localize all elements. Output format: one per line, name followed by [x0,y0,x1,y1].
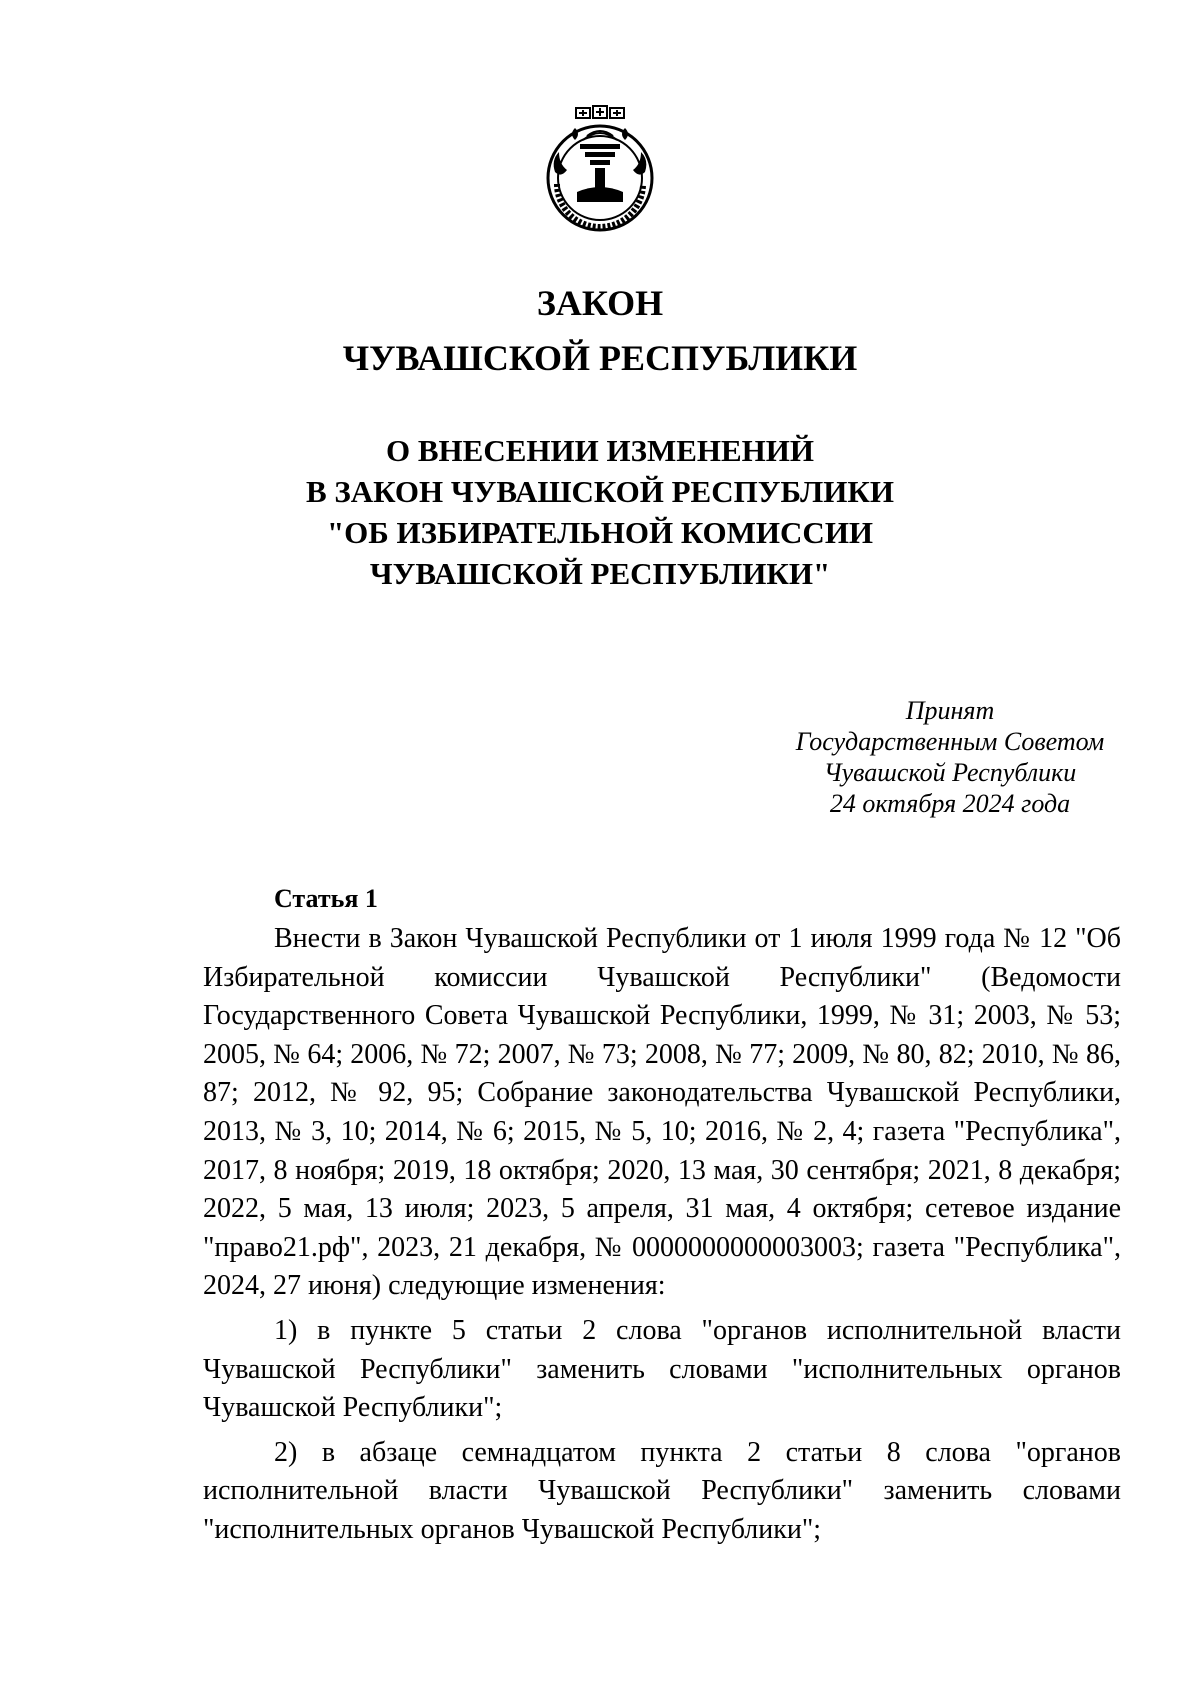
law-title-line-2: ЧУВАШСКОЙ РЕСПУБЛИКИ [342,338,858,378]
adoption-note-line-1: Принят [905,696,995,725]
article-paragraph-intro: Внести в Закон Чувашской Республики от 1 июля 1999 года № 12 "Об Избирательной комиссии Чувашской Республики" (Ведомости Государственного Совета Чувашской Республики, 1999, № 31; 2003, № 53; 2005, № 64; 2006, № 72; 2007, № 73; 2008, № 77; 2009, № 80, 82; 2010, № 86, 87; 2012, № 92, 95; Собрание законодательства Чувашской Республики, 2013, № 3, 10; 2014, № 6; 2015, № 5, 10; 2016, № 2, 4; газета "Республика", 2017, 8 ноября; 2019, 18 октября; 2020, 13 мая, 30 сентября; 2021, 8 декабря; 2022, 5 мая, 13 июля; 2023, 5 апреля, 31 мая, 4 октября; сетевое издание "право21.рф", 2023, 21 декабря, № 0000000000003003; газета "Республика", 2024, 27 июня) следующие изменения: [203,923,1121,1302]
law-subtitle-line-2: В ЗАКОН ЧУВАШСКОЙ РЕСПУБЛИКИ [306,474,894,509]
article-body [203,920,1121,1550]
adoption-note-line-2: Государственным Советом [795,727,1105,756]
chuvash-emblem-icon [535,100,665,240]
article-paragraph-item-2: 2) в абзаце семнадцатом пункта 2 статьи 8 слова "органов исполнительной власти Чувашской Республики" заменить словами "исполнительных органов Чувашской Республики"; [203,1436,1121,1545]
article-paragraph-item-1: 1) в пункте 5 статьи 2 слова "органов исполнительной власти Чувашской Республики" заменить словами "исполнительных органов Чувашской Республики"; [203,1314,1121,1424]
law-subtitle-line-4: ЧУВАШСКОЙ РЕСПУБЛИКИ" [369,556,831,591]
adoption-note-line-4: 24 октября 2024 года [829,789,1071,818]
law-title-line-1: ЗАКОН [536,283,664,323]
law-subtitle-line-1: О ВНЕСЕНИИ ИЗМЕНЕНИЙ [385,433,815,468]
law-subtitle-line-3: "ОБ ИЗБИРАТЕЛЬНОЙ КОМИССИИ [326,515,874,550]
adoption-note-line-3: Чувашской Республики [823,758,1077,787]
law-title [0,276,1200,386]
adoption-note [780,695,1120,819]
law-subtitle [0,430,1200,594]
article-heading: Статья 1 [274,884,378,913]
